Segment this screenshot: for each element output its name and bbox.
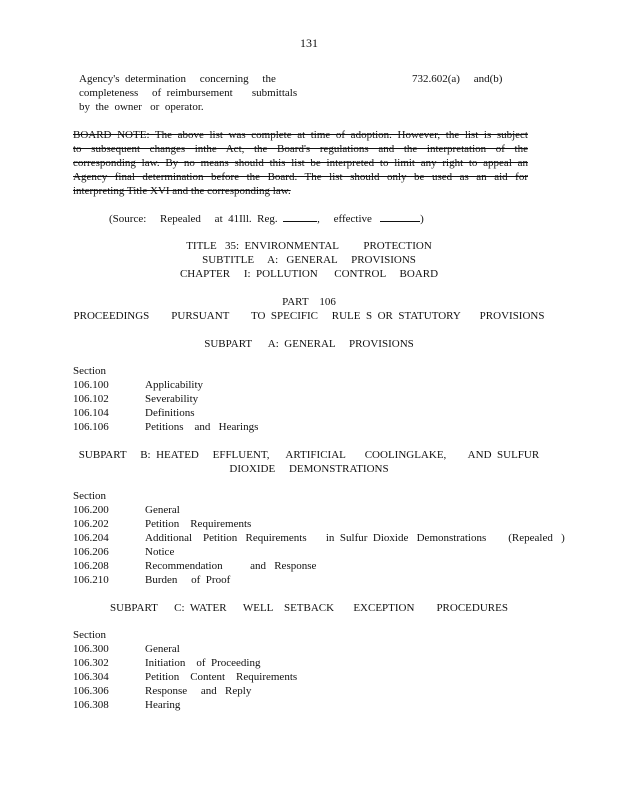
agency-line-1: Agency's determination concerning the (79, 73, 276, 85)
subpart-b-heading-line-1: SUBPART B: HEATED EFFLUENT, ARTIFICIAL COOLINGLAKE, AND SULFUR (78, 449, 540, 461)
section-number: 106.104 (73, 407, 109, 419)
source-middle: , effective (317, 213, 372, 225)
effective-blank (380, 211, 420, 222)
section-title: Petition Requirements (145, 518, 252, 530)
section-title: Severability (145, 393, 199, 405)
source-suffix: ) (420, 213, 424, 225)
section-title: Burden of Proof (145, 574, 231, 586)
subpart-b-section-label: Section (73, 490, 106, 502)
section-title: Applicability (145, 379, 204, 391)
section-title: Response and Reply (145, 685, 252, 697)
agency-line-3: by the owner or operator. (79, 101, 204, 113)
board-note-line-4: Agency final determination before the Board. The list should only be used as an aid for (73, 171, 528, 183)
section-number: 106.202 (73, 518, 109, 530)
section-number: 106.308 (73, 699, 109, 711)
section-number: 106.100 (73, 379, 109, 391)
section-title: General (145, 504, 180, 516)
section-number: 106.102 (73, 393, 109, 405)
section-title: Initiation of Proceeding (145, 657, 261, 669)
section-number: 106.200 (73, 504, 109, 516)
subpart-a-heading: SUBPART A: GENERAL PROVISIONS (204, 338, 414, 350)
section-number: 106.210 (73, 574, 109, 586)
board-note-line-1: BOARD NOTE: The above list was complete at time of adoption. However, the list is subject (73, 129, 528, 141)
subpart-b-heading-line-2: DIOXIDE DEMONSTRATIONS (229, 463, 389, 475)
section-title: Recommendation and Response (145, 560, 317, 572)
board-note-line-3: corresponding law. By no means should this list be interpreted to limit any right to appeal an (73, 157, 528, 169)
subpart-a-section-label: Section (73, 365, 106, 377)
reg-blank (283, 211, 317, 222)
part-number: PART 106 (282, 296, 336, 308)
subpart-c-heading: SUBPART C: WATER WELL SETBACK EXCEPTION PROCEDURES (110, 602, 508, 614)
part-heading: PROCEEDINGS PURSUANT TO SPECIFIC RULE S OR STATUTORY PROVISIONS (73, 310, 545, 322)
source-prefix: (Source: Repealed at 41Ill. Reg. (109, 213, 278, 225)
board-note-struck (73, 128, 528, 198)
section-title: Additional Petition Requirements in Sulfur Dioxide Demonstrations (Repealed ) (145, 532, 565, 544)
section-number: 106.300 (73, 643, 109, 655)
section-number: 106.304 (73, 671, 109, 683)
subpart-c-section-label: Section (73, 629, 106, 641)
board-note-line-2: to subsequent changes inthe Act, the Board's regulations and the interpretation of the (73, 143, 528, 155)
board-note-line-5: interpreting Title XVI and the corresponding law. (73, 185, 291, 197)
section-title: Hearing (145, 699, 181, 711)
title-heading: TITLE 35: ENVIRONMENTAL PROTECTION (186, 240, 432, 252)
section-number: 106.306 (73, 685, 109, 697)
source-note (109, 211, 424, 226)
agency-section-reference: 732.602(a) and(b) (412, 73, 503, 85)
section-title: Definitions (145, 407, 195, 419)
section-number: 106.302 (73, 657, 109, 669)
section-title: General (145, 643, 180, 655)
subtitle-heading: SUBTITLE A: GENERAL PROVISIONS (202, 254, 416, 266)
section-number: 106.204 (73, 532, 109, 544)
section-number: 106.106 (73, 421, 109, 433)
agency-determination-text (79, 72, 309, 114)
section-number: 106.206 (73, 546, 109, 558)
section-title: Petition Content Requirements (145, 671, 298, 683)
agency-line-2: completeness of reimbursement submittals (79, 87, 298, 99)
page-number: 131 (300, 36, 318, 50)
section-title: Petitions and Hearings (145, 421, 259, 433)
section-number: 106.208 (73, 560, 109, 572)
section-title: Notice (145, 546, 175, 558)
chapter-heading: CHAPTER I: POLLUTION CONTROL BOARD (179, 268, 439, 280)
